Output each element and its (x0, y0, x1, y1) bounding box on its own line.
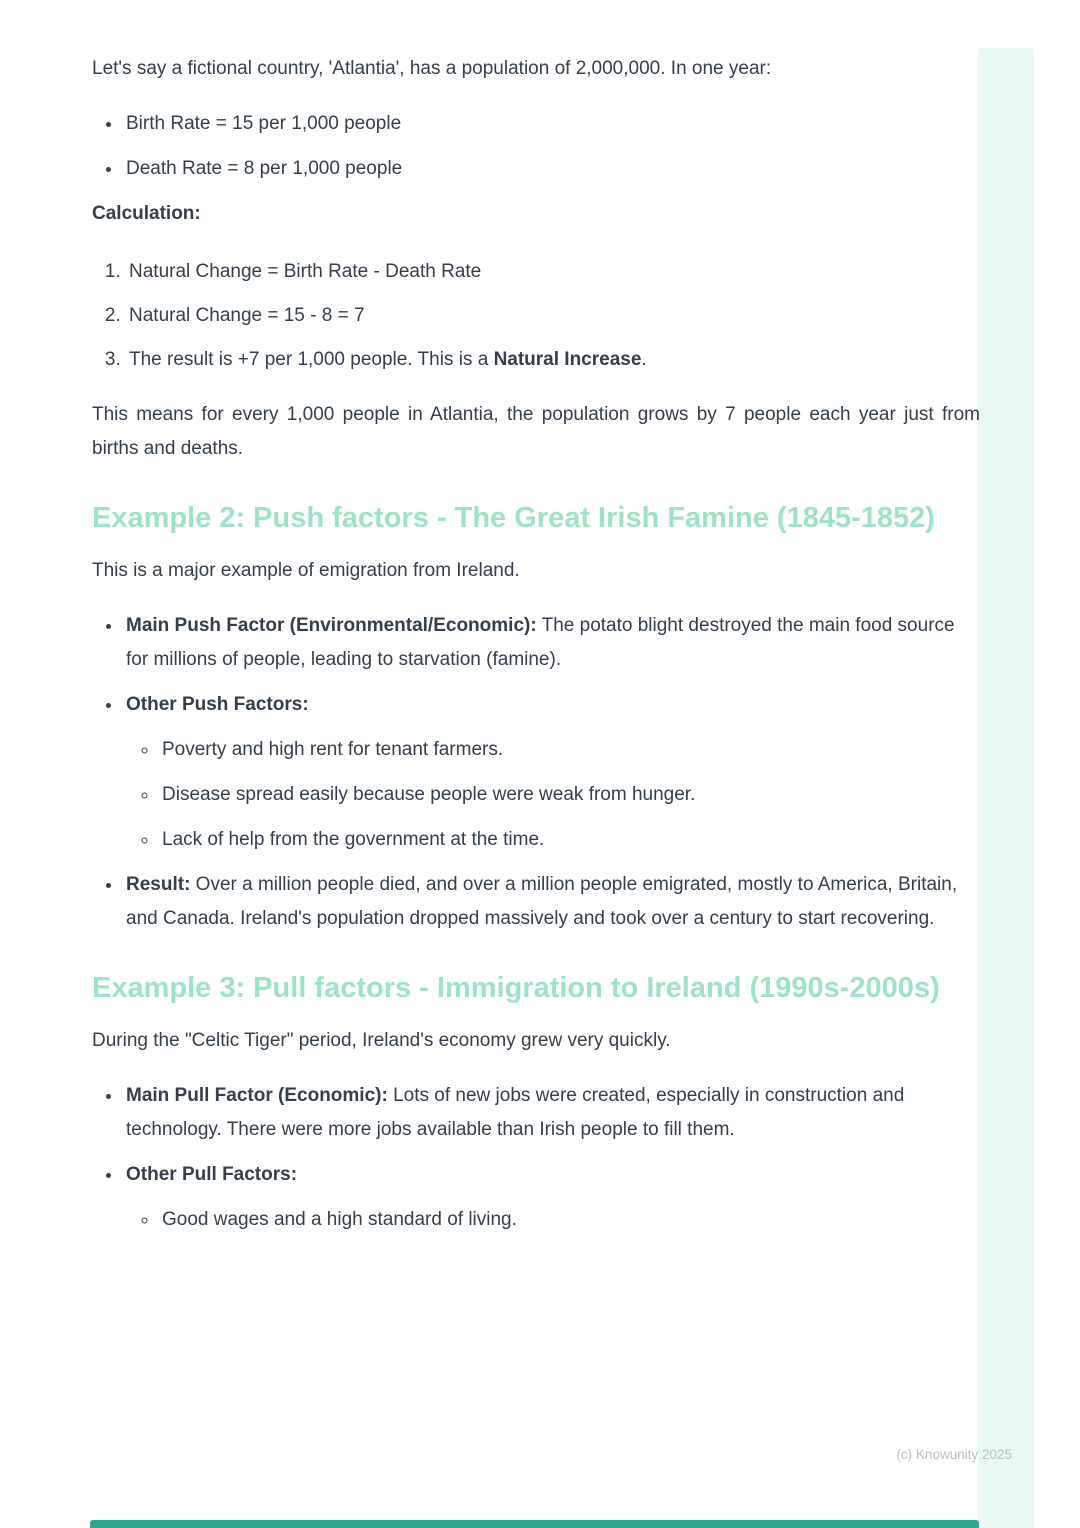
list-item (123, 688, 980, 857)
list-item (123, 609, 980, 677)
list-item (126, 343, 980, 377)
example3-factor-list (92, 1079, 980, 1237)
calculation-heading: Calculation: (92, 203, 201, 224)
factor-label: Main Pull Factor (Economic): (126, 1085, 388, 1106)
next-section-bar (90, 1520, 979, 1528)
example2-other-factors-sublist (126, 733, 980, 857)
example2-intro: This is a major example of emigration from Ireland. (92, 560, 520, 581)
right-margin-strip (978, 48, 1034, 1528)
document-content (92, 52, 980, 1248)
factor-label: Other Push Factors: (126, 694, 309, 715)
list-item: ◦ Poverty and high rent for tenant farmers. (159, 733, 980, 767)
example3-heading: Example 3: Pull factors - Immigration to Ireland (1990s-2000s) (92, 972, 940, 1004)
factor-label: Main Push Factor (Environmental/Economic): (126, 615, 537, 636)
list-item: 2. Natural Change = 15 - 8 = 7 (126, 299, 980, 333)
list-item: ◦ Disease spread easily because people were weak from hunger. (159, 778, 980, 812)
list-item (123, 868, 980, 936)
list-item (123, 1158, 980, 1237)
calculation-steps (92, 255, 980, 377)
factor-text: The potato blight destroyed the main food source for millions of people, leading to starvation (famine). (126, 615, 955, 670)
rate-list (92, 107, 980, 186)
factor-label: Result: (126, 874, 191, 895)
step-text: . (641, 349, 647, 370)
copyright-watermark: (c) Knowunity 2025 (896, 1447, 1012, 1462)
factor-text: Lots of new jobs were created, especially in construction and technology. There were more jobs available than Irish people to fill them. (126, 1085, 905, 1140)
list-item: ◦ Good wages and a high standard of living. (159, 1203, 980, 1237)
step-text: The result is +7 per 1,000 people. This is a (129, 349, 494, 370)
factor-text: Over a million people died, and over a million people emigrated, mostly to America, Britain, and Canada. Ireland's population dropped massively and took over a century to start recovering. (126, 874, 958, 929)
list-item: • Birth Rate = 15 per 1,000 people (123, 107, 980, 141)
list-item: ◦ Lack of help from the government at the time. (159, 823, 980, 857)
intro-paragraph: Let's say a fictional country, 'Atlantia', has a population of 2,000,000. In one year: (92, 58, 772, 79)
example2-heading: Example 2: Push factors - The Great Irish Famine (1845-1852) (92, 502, 935, 534)
factor-label: Other Pull Factors: (126, 1164, 298, 1185)
step-bold-text: Natural Increase (493, 349, 642, 370)
example3-intro: During the "Celtic Tiger" period, Ireland's economy grew very quickly. (92, 1030, 671, 1051)
example2-factor-list (92, 609, 980, 936)
example3-other-factors-sublist (126, 1203, 980, 1237)
summary-paragraph: This means for every 1,000 people in Atlantia, the population grows by 7 people each year just from births and deaths. (92, 404, 980, 459)
list-item (123, 1079, 980, 1147)
list-item: 1. Natural Change = Birth Rate - Death Rate (126, 255, 980, 289)
list-item: • Death Rate = 8 per 1,000 people (123, 152, 980, 186)
